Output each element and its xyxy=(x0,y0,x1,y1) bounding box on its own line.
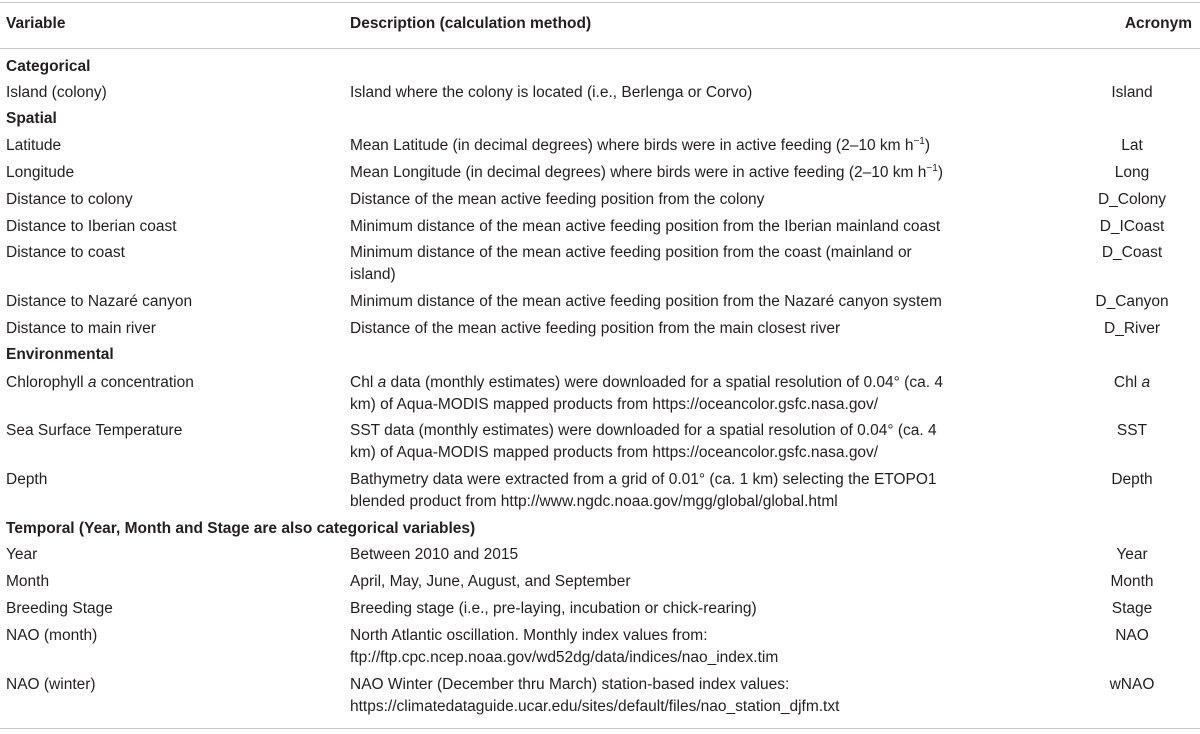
cell-acronym: D_Colony xyxy=(1097,191,1167,208)
section-title: Temporal (Year, Month and Stage are also categorical variables) xyxy=(6,520,476,537)
cell-description: April, May, June, August, and September xyxy=(350,573,631,590)
table-header-rule xyxy=(0,48,1200,49)
cell-acronym: NAO xyxy=(1115,627,1149,644)
cell-acronym: D_River xyxy=(1104,320,1160,337)
cell-variable: Chlorophyll a concentration xyxy=(6,374,194,391)
cell-variable: Distance to Nazaré canyon xyxy=(6,293,193,310)
cell-variable: Year xyxy=(6,546,38,563)
cell-description: Island where the colony is located (i.e., Berlenga or Corvo) xyxy=(350,84,753,101)
cell-variable: Sea Surface Temperature xyxy=(6,422,183,439)
cell-variable: Depth xyxy=(6,471,48,488)
table-top-rule xyxy=(0,2,1200,3)
header-acronym: Acronym xyxy=(1124,15,1192,32)
cell-acronym: Stage xyxy=(1111,600,1153,617)
cell-acronym: D_Coast xyxy=(1101,244,1163,261)
section-title: Environmental xyxy=(6,346,114,363)
cell-variable: NAO (winter) xyxy=(6,676,96,693)
header-variable: Variable xyxy=(6,15,66,32)
cell-acronym: Lat xyxy=(1121,137,1143,154)
table-bottom-rule xyxy=(0,728,1200,729)
cell-description: SST data (monthly estimates) were downloaded for a spatial resolution of 0.04° (ca. 4 km) of Aqua-MODIS mapped products from https://oceancolor.gsfc.nasa.gov/ xyxy=(350,422,937,461)
cell-variable: Breeding Stage xyxy=(6,600,113,617)
cell-variable: Distance to colony xyxy=(6,191,133,208)
cell-variable: Distance to Iberian coast xyxy=(6,218,177,235)
section-title: Spatial xyxy=(6,110,57,127)
cell-variable: Island (colony) xyxy=(6,84,107,101)
cell-description: Mean Longitude (in decimal degrees) where birds were in active feeding (2–10 km $h^{-1}$) xyxy=(350,163,943,181)
cell-description: Chl a data (monthly estimates) were downloaded for a spatial resolution of 0.04° (ca. 4 km) of Aqua-MODIS mapped products from https://oceancolor.gsfc.nasa.gov/ xyxy=(350,374,943,413)
cell-acronym: D_ICoast xyxy=(1099,218,1165,235)
cell-acronym: Chl a xyxy=(1113,374,1151,391)
cell-variable: Month xyxy=(6,573,50,590)
cell-acronym: D_Canyon xyxy=(1095,293,1169,310)
cell-description: Bathymetry data were extracted from a grid of 0.01° (ca. 1 km) selecting the ETOPO1 blended product from http://www.ngdc.noaa.gov/mgg/global/global.html xyxy=(350,471,937,510)
cell-variable: Distance to coast xyxy=(6,244,125,261)
cell-acronym: Island xyxy=(1111,84,1153,101)
cell-acronym: SST xyxy=(1116,422,1148,439)
section-title: Categorical xyxy=(6,58,91,75)
cell-description: Breeding stage (i.e., pre-laying, incubation or chick-rearing) xyxy=(350,600,757,617)
cell-variable: NAO (month) xyxy=(6,627,98,644)
cell-acronym: Long xyxy=(1114,164,1150,181)
cell-acronym: wNAO xyxy=(1109,676,1155,693)
cell-description: Minimum distance of the mean active feeding position from the coast (mainland or island) xyxy=(350,244,912,283)
cell-variable: Latitude xyxy=(6,137,62,154)
cell-description: Minimum distance of the mean active feeding position from the Iberian mainland coast xyxy=(350,218,941,235)
cell-variable: Distance to main river xyxy=(6,320,156,337)
header-description: Description (calculation method) xyxy=(350,15,592,32)
cell-description: Distance of the mean active feeding position from the main closest river xyxy=(350,320,841,337)
cell-variable: Longitude xyxy=(6,164,75,181)
cell-description: Minimum distance of the mean active feeding position from the Nazaré canyon system xyxy=(350,293,942,310)
cell-description: NAO Winter (December thru March) station-based index values: https://climatedataguide.ucar.edu/sites/default/files/nao_station_djfm.txt xyxy=(350,676,840,715)
cell-description: North Atlantic oscillation. Monthly index values from: ftp://ftp.cpc.ncep.noaa.gov/wd52dg/data/indices/nao_index.tim xyxy=(350,627,779,666)
cell-acronym: Depth xyxy=(1111,471,1153,488)
cell-description: Distance of the mean active feeding position from the colony xyxy=(350,191,765,208)
cell-acronym: Month xyxy=(1110,573,1154,590)
cell-description: Between 2010 and 2015 xyxy=(350,546,519,563)
cell-acronym: Year xyxy=(1116,546,1148,563)
cell-description: Mean Latitude (in decimal degrees) where birds were in active feeding (2–10 km $h^{-1}$) xyxy=(350,136,931,154)
